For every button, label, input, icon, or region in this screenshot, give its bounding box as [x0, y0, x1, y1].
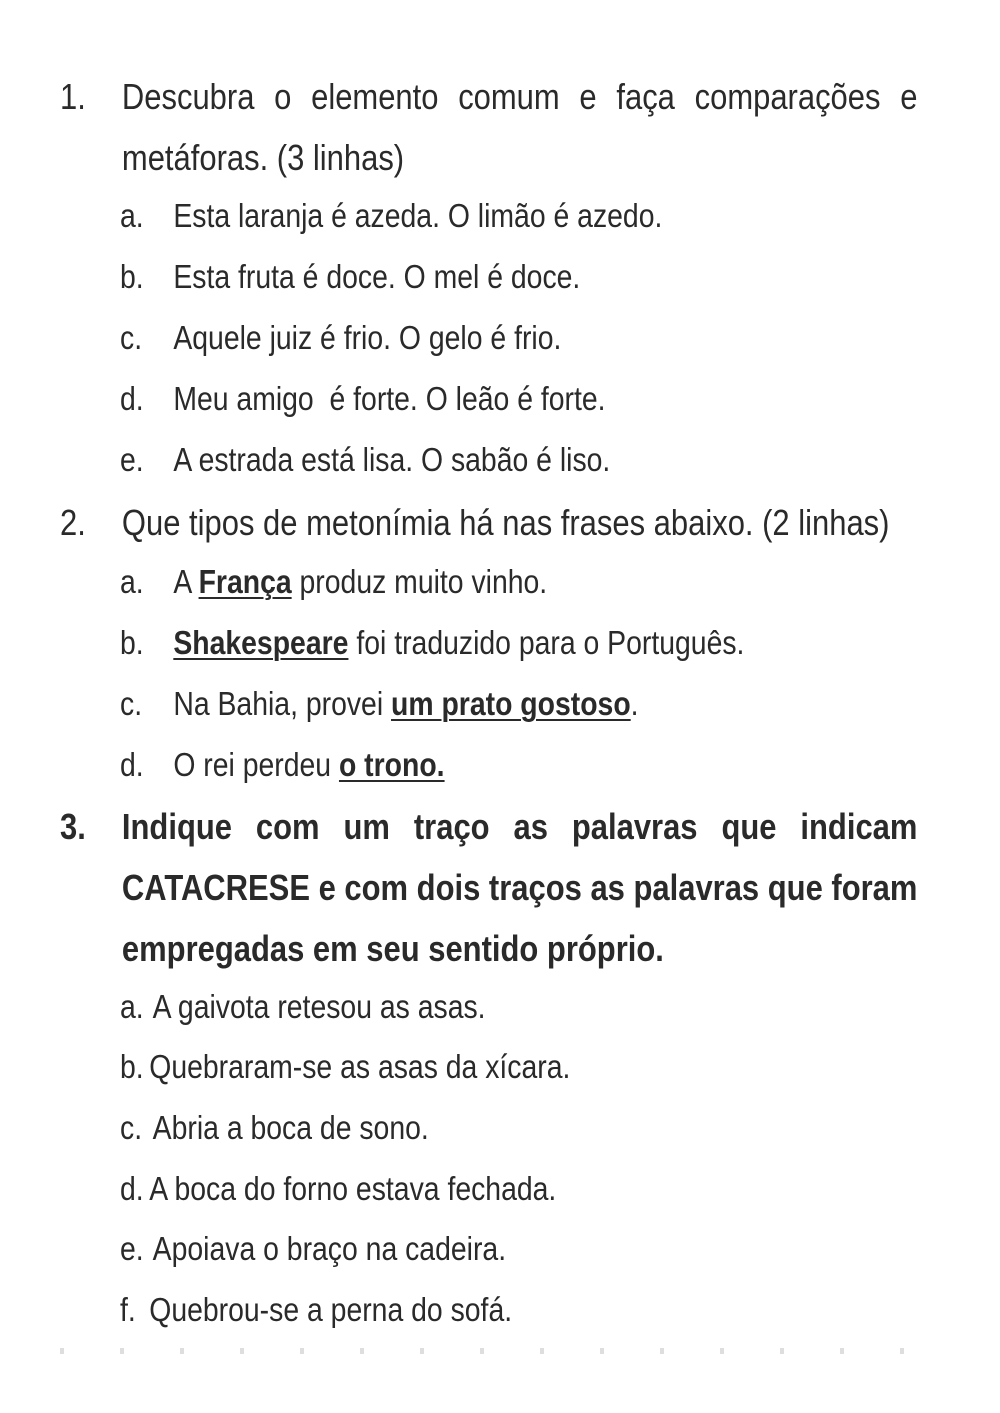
- item-letter: b.: [120, 258, 144, 295]
- list-item: [120, 1169, 556, 1209]
- item-letter: b.: [120, 624, 144, 661]
- list-item: [120, 1290, 512, 1330]
- list-item: [120, 562, 547, 602]
- list-item: [120, 257, 580, 297]
- item-letter: b.: [120, 1048, 144, 1085]
- item-letter: a.: [120, 563, 144, 600]
- list-item: [120, 623, 744, 663]
- question-text: Que tipos de metonímia há nas frases abaixo. (2 linhas): [121, 502, 890, 543]
- item-letter: c.: [120, 319, 143, 356]
- question-text-line-2: CATACRESE e com dois traços as palavras que foram: [121, 867, 918, 908]
- cut-off-line-fragment: [60, 1348, 930, 1354]
- item-letter: d.: [120, 1170, 144, 1207]
- underlined-term: Shakespeare: [173, 624, 349, 661]
- item-text-before: Na Bahia, provei: [173, 685, 392, 722]
- list-item: [120, 1229, 506, 1269]
- item-text: Abria a boca de sono.: [152, 1109, 429, 1146]
- underlined-term: o trono.: [338, 746, 445, 783]
- item-letter: e.: [120, 1230, 144, 1267]
- item-text: Meu amigo é forte. O leão é forte.: [173, 380, 606, 417]
- list-item: [120, 440, 610, 480]
- list-item: [120, 196, 662, 236]
- item-text: Quebraram-se as asas da xícara.: [149, 1048, 571, 1085]
- list-item: [120, 1047, 570, 1087]
- question-number: 1.: [60, 76, 86, 117]
- item-text-after: produz muito vinho.: [291, 563, 548, 600]
- underlined-term: um prato gostoso: [391, 685, 631, 722]
- item-text-before: O rei perdeu: [173, 746, 339, 783]
- question-number: 3.: [60, 806, 86, 847]
- list-item: [120, 745, 445, 785]
- question-text-line-1: Indique com um traço as palavras que indicam: [121, 806, 918, 847]
- item-letter: d.: [120, 380, 144, 417]
- question-text: Descubra o elemento comum e faça comparações e metáforas. (3 linhas): [121, 76, 918, 178]
- item-letter: a.: [120, 197, 144, 234]
- list-item: [120, 1108, 429, 1148]
- list-item: [120, 318, 561, 358]
- item-text: A gaivota retesou as asas.: [152, 988, 486, 1025]
- item-text-before: A: [173, 563, 199, 600]
- item-letter: e.: [120, 441, 144, 478]
- item-text: Aquele juiz é frio. O gelo é frio.: [173, 319, 562, 356]
- item-letter: a.: [120, 988, 144, 1025]
- item-letter: c.: [120, 685, 143, 722]
- item-text-after: foi traduzido para o Português.: [348, 624, 745, 661]
- item-text-after: .: [630, 685, 639, 722]
- item-text: Esta fruta é doce. O mel é doce.: [173, 258, 581, 295]
- item-letter: d.: [120, 746, 144, 783]
- list-item: [120, 987, 486, 1027]
- question-text-line-3: empregadas em seu sentido próprio.: [121, 928, 664, 969]
- list-item: [120, 379, 606, 419]
- question-1: [60, 66, 918, 188]
- underlined-term: França: [198, 563, 292, 600]
- item-letter: f.: [120, 1291, 136, 1328]
- question-number: 2.: [60, 502, 86, 543]
- item-letter: c.: [120, 1109, 143, 1146]
- item-text: Apoiava o braço na cadeira.: [152, 1230, 507, 1267]
- item-text: Esta laranja é azeda. O limão é azedo.: [173, 197, 663, 234]
- item-text: A boca do forno estava fechada.: [149, 1170, 557, 1207]
- list-item: [120, 684, 639, 724]
- item-text: A estrada está lisa. O sabão é liso.: [173, 441, 611, 478]
- item-text: Quebrou-se a perna do sofá.: [149, 1291, 513, 1328]
- question-3: [60, 796, 918, 979]
- question-2: [60, 492, 890, 553]
